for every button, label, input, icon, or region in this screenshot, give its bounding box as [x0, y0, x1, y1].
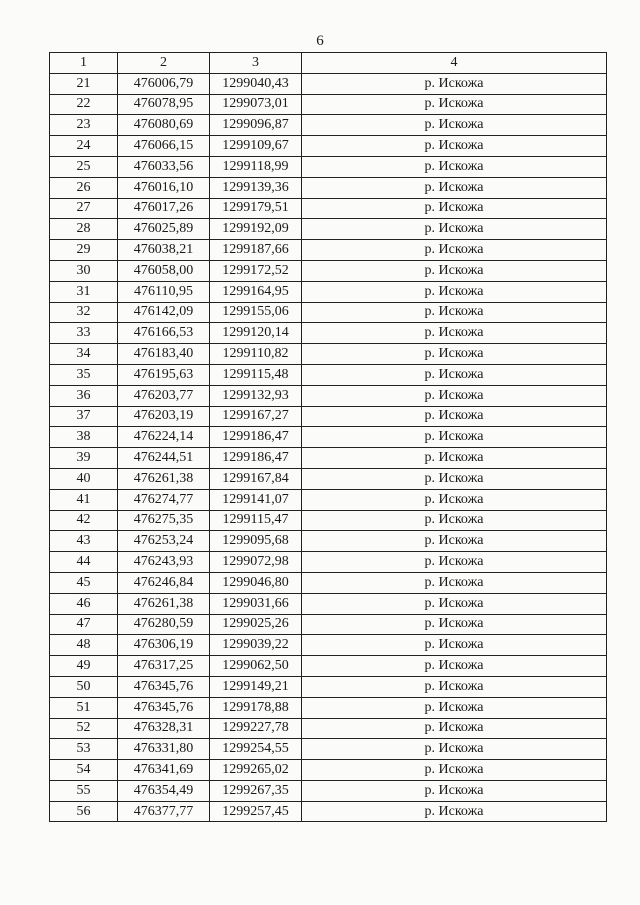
y-coordinate-cell: 1299115,48 — [210, 364, 302, 385]
point-number-cell: 39 — [50, 448, 118, 469]
description-cell: р. Искожа — [302, 115, 607, 136]
table-row — [50, 406, 607, 427]
point-number-cell: 28 — [50, 219, 118, 240]
column-header-4: 4 — [302, 53, 607, 74]
description-cell: р. Искожа — [302, 94, 607, 115]
table-row — [50, 156, 607, 177]
description-cell: р. Искожа — [302, 531, 607, 552]
table-row — [50, 635, 607, 656]
description-cell: р. Искожа — [302, 260, 607, 281]
point-number-cell: 43 — [50, 531, 118, 552]
point-number-cell: 27 — [50, 198, 118, 219]
x-coordinate-cell: 476377,77 — [118, 801, 210, 822]
x-coordinate-cell: 476080,69 — [118, 115, 210, 136]
description-cell: р. Искожа — [302, 739, 607, 760]
table-row — [50, 760, 607, 781]
description-cell: р. Искожа — [302, 427, 607, 448]
x-coordinate-cell: 476078,95 — [118, 94, 210, 115]
table-row — [50, 780, 607, 801]
table-row — [50, 344, 607, 365]
point-number-cell: 34 — [50, 344, 118, 365]
table-row — [50, 240, 607, 261]
description-cell: р. Искожа — [302, 635, 607, 656]
point-number-cell: 52 — [50, 718, 118, 739]
x-coordinate-cell: 476275,35 — [118, 510, 210, 531]
y-coordinate-cell: 1299095,68 — [210, 531, 302, 552]
point-number-cell: 50 — [50, 676, 118, 697]
y-coordinate-cell: 1299046,80 — [210, 572, 302, 593]
y-coordinate-cell: 1299040,43 — [210, 73, 302, 94]
y-coordinate-cell: 1299265,02 — [210, 760, 302, 781]
table-body — [50, 73, 607, 822]
point-number-cell: 45 — [50, 572, 118, 593]
y-coordinate-cell: 1299155,06 — [210, 302, 302, 323]
table-row — [50, 385, 607, 406]
x-coordinate-cell: 476341,69 — [118, 760, 210, 781]
description-cell: р. Искожа — [302, 302, 607, 323]
point-number-cell: 44 — [50, 552, 118, 573]
table-row — [50, 739, 607, 760]
description-cell: р. Искожа — [302, 73, 607, 94]
y-coordinate-cell: 1299164,95 — [210, 281, 302, 302]
table-row — [50, 489, 607, 510]
y-coordinate-cell: 1299120,14 — [210, 323, 302, 344]
description-cell: р. Искожа — [302, 552, 607, 573]
x-coordinate-cell: 476261,38 — [118, 593, 210, 614]
point-number-cell: 37 — [50, 406, 118, 427]
y-coordinate-cell: 1299132,93 — [210, 385, 302, 406]
point-number-cell: 21 — [50, 73, 118, 94]
point-number-cell: 29 — [50, 240, 118, 261]
point-number-cell: 22 — [50, 94, 118, 115]
description-cell: р. Искожа — [302, 468, 607, 489]
y-coordinate-cell: 1299115,47 — [210, 510, 302, 531]
description-cell: р. Искожа — [302, 344, 607, 365]
description-cell: р. Искожа — [302, 780, 607, 801]
x-coordinate-cell: 476331,80 — [118, 739, 210, 760]
description-cell: р. Искожа — [302, 572, 607, 593]
x-coordinate-cell: 476345,76 — [118, 676, 210, 697]
x-coordinate-cell: 476017,26 — [118, 198, 210, 219]
table-row — [50, 552, 607, 573]
x-coordinate-cell: 476016,10 — [118, 177, 210, 198]
point-number-cell: 42 — [50, 510, 118, 531]
table-row — [50, 219, 607, 240]
y-coordinate-cell: 1299039,22 — [210, 635, 302, 656]
x-coordinate-cell: 476166,53 — [118, 323, 210, 344]
y-coordinate-cell: 1299167,84 — [210, 468, 302, 489]
table-row — [50, 614, 607, 635]
y-coordinate-cell: 1299110,82 — [210, 344, 302, 365]
header-row — [50, 53, 607, 74]
description-cell: р. Искожа — [302, 198, 607, 219]
point-number-cell: 26 — [50, 177, 118, 198]
y-coordinate-cell: 1299172,52 — [210, 260, 302, 281]
x-coordinate-cell: 476110,95 — [118, 281, 210, 302]
point-number-cell: 32 — [50, 302, 118, 323]
description-cell: р. Искожа — [302, 760, 607, 781]
column-header-2: 2 — [118, 53, 210, 74]
description-cell: р. Искожа — [302, 385, 607, 406]
x-coordinate-cell: 476038,21 — [118, 240, 210, 261]
x-coordinate-cell: 476280,59 — [118, 614, 210, 635]
table-row — [50, 593, 607, 614]
description-cell: р. Искожа — [302, 801, 607, 822]
description-cell: р. Искожа — [302, 219, 607, 240]
table-header — [50, 53, 607, 74]
x-coordinate-cell: 476306,19 — [118, 635, 210, 656]
point-number-cell: 41 — [50, 489, 118, 510]
y-coordinate-cell: 1299167,27 — [210, 406, 302, 427]
point-number-cell: 23 — [50, 115, 118, 136]
description-cell: р. Искожа — [302, 136, 607, 157]
point-number-cell: 48 — [50, 635, 118, 656]
description-cell: р. Искожа — [302, 614, 607, 635]
x-coordinate-cell: 476006,79 — [118, 73, 210, 94]
y-coordinate-cell: 1299118,99 — [210, 156, 302, 177]
y-coordinate-cell: 1299073,01 — [210, 94, 302, 115]
table-row — [50, 697, 607, 718]
coordinates-table — [49, 52, 607, 822]
table-row — [50, 801, 607, 822]
y-coordinate-cell: 1299267,35 — [210, 780, 302, 801]
point-number-cell: 49 — [50, 656, 118, 677]
description-cell: р. Искожа — [302, 364, 607, 385]
point-number-cell: 54 — [50, 760, 118, 781]
x-coordinate-cell: 476203,77 — [118, 385, 210, 406]
description-cell: р. Искожа — [302, 489, 607, 510]
description-cell: р. Искожа — [302, 177, 607, 198]
y-coordinate-cell: 1299187,66 — [210, 240, 302, 261]
column-header-1: 1 — [50, 53, 118, 74]
point-number-cell: 47 — [50, 614, 118, 635]
x-coordinate-cell: 476033,56 — [118, 156, 210, 177]
table-row — [50, 510, 607, 531]
x-coordinate-cell: 476328,31 — [118, 718, 210, 739]
description-cell: р. Искожа — [302, 510, 607, 531]
table-row — [50, 656, 607, 677]
x-coordinate-cell: 476195,63 — [118, 364, 210, 385]
y-coordinate-cell: 1299179,51 — [210, 198, 302, 219]
description-cell: р. Искожа — [302, 676, 607, 697]
point-number-cell: 35 — [50, 364, 118, 385]
y-coordinate-cell: 1299186,47 — [210, 427, 302, 448]
table-row — [50, 281, 607, 302]
point-number-cell: 53 — [50, 739, 118, 760]
x-coordinate-cell: 476317,25 — [118, 656, 210, 677]
x-coordinate-cell: 476224,14 — [118, 427, 210, 448]
point-number-cell: 36 — [50, 385, 118, 406]
y-coordinate-cell: 1299031,66 — [210, 593, 302, 614]
point-number-cell: 31 — [50, 281, 118, 302]
y-coordinate-cell: 1299141,07 — [210, 489, 302, 510]
point-number-cell: 30 — [50, 260, 118, 281]
table-row — [50, 427, 607, 448]
y-coordinate-cell: 1299109,67 — [210, 136, 302, 157]
table-row — [50, 572, 607, 593]
table-row — [50, 448, 607, 469]
table-row — [50, 302, 607, 323]
page-number: 6 — [316, 33, 324, 49]
table-row — [50, 136, 607, 157]
x-coordinate-cell: 476066,15 — [118, 136, 210, 157]
table-row — [50, 323, 607, 344]
point-number-cell: 40 — [50, 468, 118, 489]
y-coordinate-cell: 1299139,36 — [210, 177, 302, 198]
description-cell: р. Искожа — [302, 156, 607, 177]
table-row — [50, 676, 607, 697]
point-number-cell: 55 — [50, 780, 118, 801]
x-coordinate-cell: 476261,38 — [118, 468, 210, 489]
description-cell: р. Искожа — [302, 656, 607, 677]
x-coordinate-cell: 476244,51 — [118, 448, 210, 469]
description-cell: р. Искожа — [302, 281, 607, 302]
y-coordinate-cell: 1299062,50 — [210, 656, 302, 677]
y-coordinate-cell: 1299178,88 — [210, 697, 302, 718]
y-coordinate-cell: 1299072,98 — [210, 552, 302, 573]
table-row — [50, 115, 607, 136]
x-coordinate-cell: 476142,09 — [118, 302, 210, 323]
point-number-cell: 38 — [50, 427, 118, 448]
table-row — [50, 198, 607, 219]
description-cell: р. Искожа — [302, 697, 607, 718]
description-cell: р. Искожа — [302, 323, 607, 344]
y-coordinate-cell: 1299186,47 — [210, 448, 302, 469]
point-number-cell: 46 — [50, 593, 118, 614]
point-number-cell: 51 — [50, 697, 118, 718]
point-number-cell: 33 — [50, 323, 118, 344]
x-coordinate-cell: 476345,76 — [118, 697, 210, 718]
description-cell: р. Искожа — [302, 240, 607, 261]
x-coordinate-cell: 476274,77 — [118, 489, 210, 510]
point-number-cell: 24 — [50, 136, 118, 157]
y-coordinate-cell: 1299257,45 — [210, 801, 302, 822]
description-cell: р. Искожа — [302, 593, 607, 614]
x-coordinate-cell: 476354,49 — [118, 780, 210, 801]
table-row — [50, 718, 607, 739]
table-row — [50, 364, 607, 385]
point-number-cell: 25 — [50, 156, 118, 177]
x-coordinate-cell: 476183,40 — [118, 344, 210, 365]
description-cell: р. Искожа — [302, 718, 607, 739]
table-row — [50, 260, 607, 281]
description-cell: р. Искожа — [302, 406, 607, 427]
y-coordinate-cell: 1299254,55 — [210, 739, 302, 760]
table-row — [50, 468, 607, 489]
x-coordinate-cell: 476253,24 — [118, 531, 210, 552]
y-coordinate-cell: 1299025,26 — [210, 614, 302, 635]
x-coordinate-cell: 476203,19 — [118, 406, 210, 427]
y-coordinate-cell: 1299227,78 — [210, 718, 302, 739]
y-coordinate-cell: 1299149,21 — [210, 676, 302, 697]
table-row — [50, 177, 607, 198]
table-row — [50, 531, 607, 552]
x-coordinate-cell: 476243,93 — [118, 552, 210, 573]
y-coordinate-cell: 1299096,87 — [210, 115, 302, 136]
point-number-cell: 56 — [50, 801, 118, 822]
x-coordinate-cell: 476025,89 — [118, 219, 210, 240]
x-coordinate-cell: 476246,84 — [118, 572, 210, 593]
description-cell: р. Искожа — [302, 448, 607, 469]
y-coordinate-cell: 1299192,09 — [210, 219, 302, 240]
column-header-3: 3 — [210, 53, 302, 74]
table-row — [50, 94, 607, 115]
table-row — [50, 73, 607, 94]
x-coordinate-cell: 476058,00 — [118, 260, 210, 281]
